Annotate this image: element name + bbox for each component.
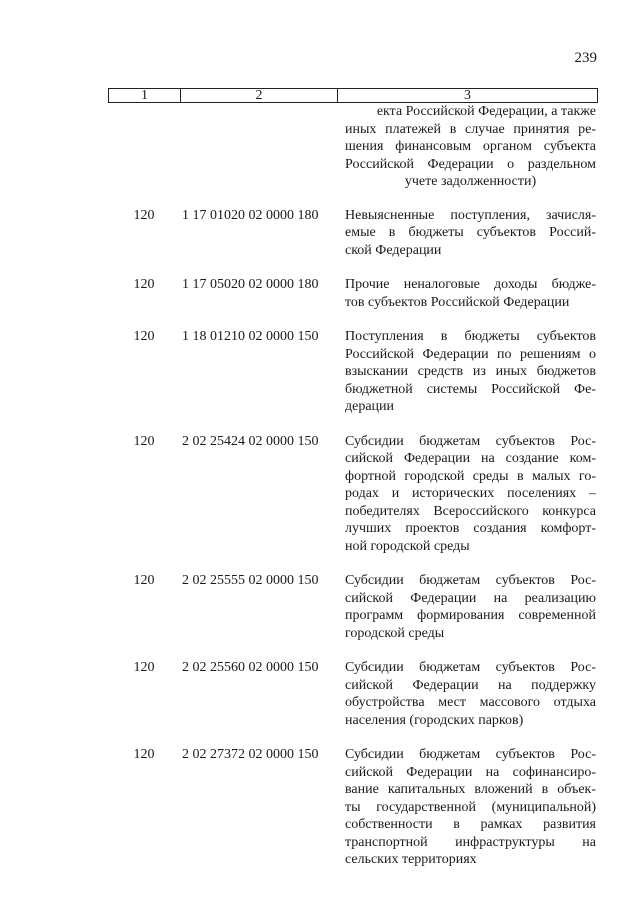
description-line: Субсидии бюджетам субъектов Рос-	[345, 747, 596, 762]
description-cell	[345, 659, 596, 729]
page-number: 239	[574, 50, 597, 66]
admin-code-cell	[108, 103, 180, 191]
budget-code-cell: 1 17 01020 02 0000 180	[182, 207, 319, 223]
table-row	[108, 433, 598, 556]
table-row	[108, 572, 598, 642]
table-row	[108, 659, 598, 729]
description-line: сийской Федерации на софинансиро-	[345, 764, 596, 780]
description-line: тов субъектов Российской Федерации	[345, 294, 570, 310]
budget-code-cell: 1 18 01210 02 0000 150	[182, 329, 319, 344]
description-line: шения финансовым органом субъекта	[345, 139, 596, 154]
table-row	[108, 207, 598, 260]
description-line: вание капитальных вложений в объек-	[345, 782, 596, 797]
description-line: ской Федерации	[345, 242, 442, 258]
description-line: ты государственной (муниципальной)	[345, 799, 596, 815]
description-line: собственности в рамках развития	[345, 817, 596, 832]
description-cell	[345, 207, 596, 260]
description-line: иных платежей в случае принятия ре-	[345, 121, 596, 137]
budget-code-cell: 1 17 05020 02 0000 180	[182, 277, 319, 292]
budget-code-cell: 2 02 25424 02 0000 150	[182, 433, 319, 449]
header-col-2: 2	[181, 89, 338, 102]
budget-code-cell: 2 02 25555 02 0000 150	[182, 573, 319, 588]
description-line: емые в бюджеты субъектов Россий-	[345, 225, 596, 240]
description-line: Субсидии бюджетам субъектов Рос-	[345, 660, 596, 675]
description-cell	[345, 103, 596, 191]
budget-code-cell	[180, 103, 340, 191]
admin-code-cell: 120	[133, 277, 155, 292]
description-line: лучших проектов создания комфорт-	[345, 521, 596, 536]
budget-code-cell: 2 02 25560 02 0000 150	[182, 660, 319, 675]
description-line: сийской Федерации на создание ком-	[345, 451, 596, 466]
description-line: фортной городской среды в малых го-	[345, 468, 596, 484]
description-line: обустройства мест массового отдыха	[345, 695, 596, 710]
description-line: бюджетной системы Российской Фе-	[345, 381, 596, 397]
description-cell	[345, 433, 596, 556]
description-line: населения (городских парков)	[345, 712, 524, 728]
admin-code-cell: 120	[133, 207, 155, 223]
table-header-row	[108, 88, 598, 103]
description-line: Субсидии бюджетам субъектов Рос-	[345, 433, 596, 449]
description-line: победителях Всероссийского конкурса	[345, 503, 596, 519]
description-cell	[345, 328, 596, 416]
description-line: Поступления в бюджеты субъектов	[345, 329, 596, 344]
table-body	[108, 103, 598, 869]
table-row-continuation	[108, 103, 598, 191]
table-row	[108, 276, 598, 311]
description-line: программ формирования современной	[345, 608, 596, 623]
admin-code-cell: 120	[133, 747, 155, 762]
description-line: Субсидии бюджетам субъектов Рос-	[345, 573, 596, 588]
description-cell	[345, 746, 596, 869]
description-line: Прочие неналоговые доходы бюдже-	[345, 277, 596, 292]
description-line: екта Российской Федерации, а также	[376, 104, 596, 119]
description-line: ной городской среды	[345, 538, 470, 554]
description-line: Российской Федерации о раздельном	[345, 156, 596, 172]
description-line: родах и исторических поселениях –	[345, 486, 596, 501]
description-line: Российской Федерации по решениям о	[345, 346, 596, 362]
header-col-1: 1	[109, 89, 181, 102]
header-col-3: 3	[464, 88, 471, 103]
table-row	[108, 746, 598, 869]
description-cell	[345, 572, 596, 642]
description-line: сийской Федерации на поддержку	[345, 677, 596, 693]
admin-code-cell: 120	[133, 329, 155, 344]
description-line: взыскании средств из иных бюджетов	[345, 364, 596, 379]
admin-code-cell: 120	[133, 573, 155, 588]
description-line: транспортной инфраструктуры на	[345, 834, 596, 850]
description-cell	[345, 276, 596, 311]
table-row	[108, 328, 598, 416]
description-line: Невыясненные поступления, зачисля-	[345, 207, 596, 223]
description-line: сийской Федерации на реализацию	[345, 590, 596, 606]
description-line: учете задолженности)	[404, 174, 537, 189]
description-line: сельских территориях	[345, 852, 477, 867]
admin-code-cell: 120	[133, 433, 155, 449]
description-line: дерации	[345, 399, 395, 414]
budget-code-cell: 2 02 27372 02 0000 150	[182, 747, 319, 762]
description-line: городской среды	[345, 625, 445, 641]
admin-code-cell: 120	[133, 660, 155, 675]
